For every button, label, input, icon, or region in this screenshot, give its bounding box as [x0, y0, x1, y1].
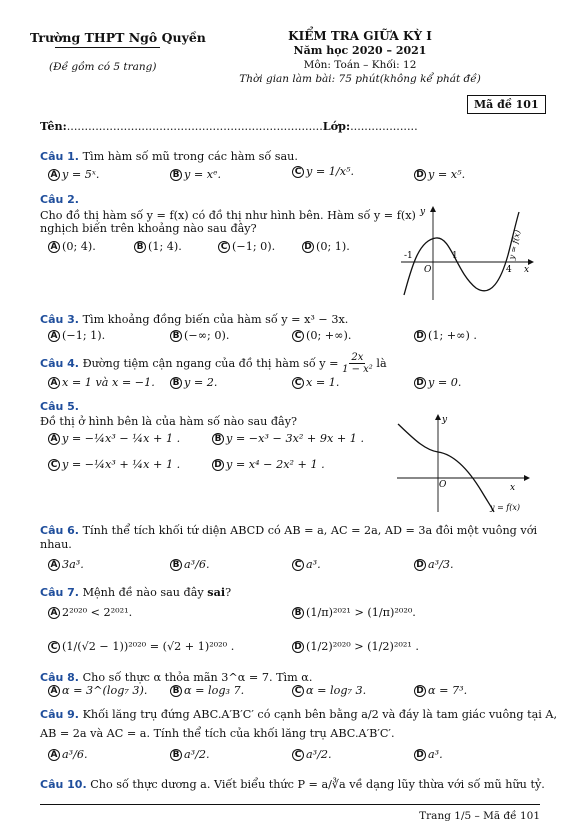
name-dots[interactable]: ........................................................................ — [66, 120, 323, 133]
school-year: Năm học 2020 – 2021 — [293, 44, 427, 57]
exam-title: KIỂM TRA GIỮA KỲ I — [288, 29, 432, 43]
q3-stem: Câu 3. Tìm khoảng đồng biến của hàm số y = x³ − 3x. — [40, 313, 349, 326]
q7-option-c[interactable]: C (1/(√2 − 1))²⁰²⁰ = (√2 + 1)²⁰²⁰ . — [48, 640, 234, 653]
footer-rule — [40, 804, 540, 805]
q2-curve — [404, 212, 519, 295]
q5-x-label: x — [510, 483, 516, 493]
q6-option-c[interactable]: C a³. — [292, 558, 321, 571]
q4-option-a[interactable]: A x = 1 và x = −1. — [48, 376, 155, 389]
q1-option-d[interactable]: D y = x⁵. — [414, 168, 465, 181]
q1-option-b[interactable]: B y = xᵉ. — [170, 168, 221, 181]
q3-option-a[interactable]: A (−1; 1). — [48, 329, 105, 342]
q8-option-b[interactable]: B α = log₃ 7. — [170, 684, 244, 697]
q2-x-label: x — [524, 265, 530, 275]
q8-option-d[interactable]: D α = 7³. — [414, 684, 467, 697]
q1-stem: Câu 1. Tìm hàm số mũ trong các hàm số sau. — [40, 150, 298, 163]
exam-time: Thời gian làm bài: 75 phút(không kể phát đề) — [239, 73, 481, 85]
q6-stem-1: Câu 6. Tính thể tích khối tứ diện ABCD có AB = a, AC = 2a, AD = 3a đôi một vuông với — [40, 524, 538, 537]
q9-option-a[interactable]: A a³/6. — [48, 748, 88, 761]
q2-graph — [396, 200, 536, 305]
q2-stem-1: Cho đồ thị hàm số y = f(x) có đồ thị như hình bên. Hàm số y = f(x) — [40, 209, 416, 222]
q7-option-a[interactable]: A 2²⁰²⁰ < 2²⁰²¹. — [48, 606, 132, 619]
q8-stem: Câu 8. Cho số thực α thỏa mãn 3^α = 7. Tìm α. — [40, 671, 313, 684]
name-label: Tên: — [40, 119, 67, 133]
q9-stem-1: Câu 9. Khối lăng trụ đứng ABC.A′B′C′ có cạnh bên bằng a/2 và đáy là tam giác vuông tại A, — [40, 708, 558, 721]
q4-stem: Câu 4. Đường tiệm cận ngang của đồ thị hàm số y = $\frac{2x}{\text{1 − x²}}$ là — [40, 352, 387, 375]
q5-graph — [392, 412, 534, 514]
q2-curve-label: y = f(x) — [507, 229, 523, 261]
q5-option-b[interactable]: B y = −x³ − 3x² + 9x + 1 . — [212, 432, 364, 445]
q10-stem: Câu 10. Cho số thực dương a. Viết biểu thức P = a/∛a về dạng lũy thừa với số mũ hữu tỷ. — [40, 778, 545, 791]
q5-curve-label: y = f(x) — [490, 503, 521, 512]
page-footer: Trang 1/5 – Mã đề 101 — [419, 810, 540, 822]
q2-option-c[interactable]: C (−1; 0). — [218, 240, 275, 253]
school-name: Trường THPT Ngô Quyền — [30, 30, 206, 45]
q9-stem-2: AB = 2a và AC = a. Tính thể tích của khối lăng trụ ABC.A′B′C′. — [40, 727, 395, 740]
q2-stem-2: nghịch biến trên khoảng nào sau đây? — [40, 222, 257, 235]
q2-tick-1: 1 — [452, 251, 458, 261]
q8-option-a[interactable]: A α = 3^(log₇ 3). — [48, 684, 147, 697]
q5-origin-label: O — [439, 480, 447, 490]
q2-tick-neg1: -1 — [404, 251, 413, 261]
q7-option-d[interactable]: D (1/2)²⁰²⁰ > (1/2)²⁰²¹ . — [292, 640, 419, 653]
q9-option-b[interactable]: B a³/2. — [170, 748, 210, 761]
pages-note: (Đề gồm có 5 trang) — [49, 61, 157, 73]
q5-option-a[interactable]: A y = −¼x³ − ¼x + 1 . — [48, 432, 180, 445]
q5-option-c[interactable]: C y = −¼x³ + ¼x + 1 . — [48, 458, 180, 471]
class-label: Lớp: — [322, 119, 351, 133]
q2-option-a[interactable]: A (0; 4). — [48, 240, 96, 253]
q9-option-d[interactable]: D a³. — [414, 748, 443, 761]
q2-number: Câu 2. — [40, 193, 79, 206]
q6-option-b[interactable]: B a³/6. — [170, 558, 210, 571]
q2-option-d[interactable]: D (0; 1). — [302, 240, 350, 253]
class-dots[interactable]: ................... — [350, 120, 418, 133]
exam-code: Mã đề 101 — [467, 95, 546, 114]
q6-stem-2: nhau. — [40, 538, 72, 551]
q7-stem: Câu 7. Mệnh đề nào sau đây sai? — [40, 585, 232, 599]
q4-option-c[interactable]: C x = 1. — [292, 376, 339, 389]
q6-option-a[interactable]: A 3a³. — [48, 558, 84, 571]
q4-option-d[interactable]: D y = 0. — [414, 376, 461, 389]
q3-option-b[interactable]: B (−∞; 0). — [170, 329, 229, 342]
q3-option-d[interactable]: D (1; +∞) . — [414, 329, 477, 342]
q9-option-c[interactable]: C a³/2. — [292, 748, 332, 761]
q2-option-b[interactable]: B (1; 4). — [134, 240, 182, 253]
q4-option-b[interactable]: B y = 2. — [170, 376, 217, 389]
q1-option-a[interactable]: A y = 5ˣ. — [48, 168, 99, 181]
q5-curve — [398, 424, 494, 512]
school-underline — [55, 47, 160, 48]
subject-grade: Môn: Toán – Khối: 12 — [303, 59, 417, 71]
q2-y-label: y — [420, 207, 426, 217]
q5-stem: Đồ thị ở hình bên là của hàm số nào sau đây? — [40, 415, 298, 428]
student-line — [40, 119, 418, 133]
q2-tick-4: 4 — [506, 265, 512, 275]
q5-option-d[interactable]: D y = x⁴ − 2x² + 1 . — [212, 458, 325, 471]
q6-option-d[interactable]: D a³/3. — [414, 558, 454, 571]
q1-option-c[interactable]: C y = 1/x⁵. — [292, 165, 354, 178]
q3-option-c[interactable]: C (0; +∞). — [292, 329, 351, 342]
q5-y-label: y — [442, 415, 448, 425]
q5-number: Câu 5. — [40, 400, 79, 413]
q8-option-c[interactable]: C α = log₇ 3. — [292, 684, 366, 697]
q2-origin-label: O — [424, 265, 432, 275]
q7-option-b[interactable]: B (1/π)²⁰²¹ > (1/π)²⁰²⁰. — [292, 606, 416, 619]
